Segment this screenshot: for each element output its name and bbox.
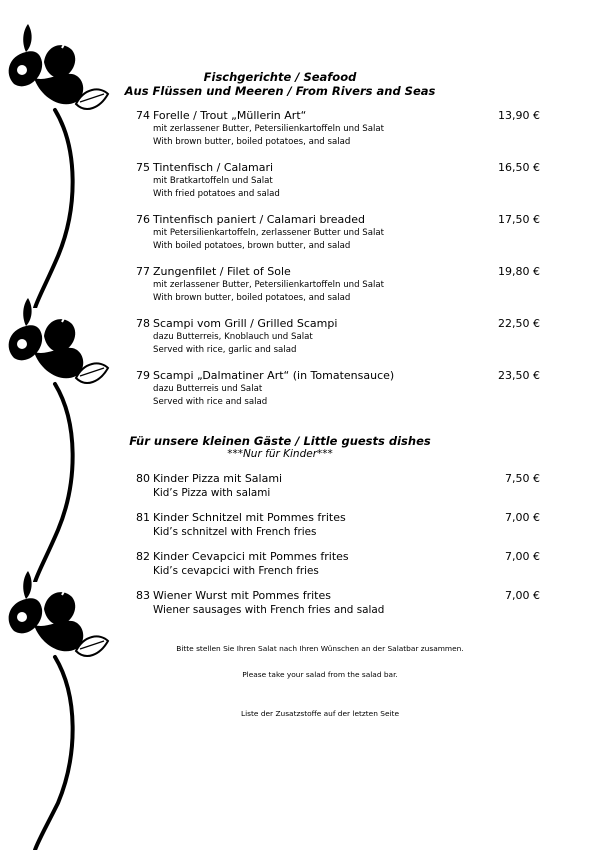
item-desc-en: With brown butter, boiled potatoes, and salad: [153, 293, 351, 303]
menu-item: [136, 213, 540, 253]
item-desc-de: dazu Butterreis und Salat: [153, 384, 263, 394]
salad-note-de: Bitte stellen Sie Ihren Salat nach Ihren Wünschen an der Salatbar zusammen.: [176, 644, 464, 653]
item-desc-en: Wiener sausages with French fries and salad: [153, 604, 385, 616]
item-price: 17,50 €: [498, 213, 540, 226]
menu-item: [136, 161, 540, 201]
item-desc-de: mit zerlassener Butter, Petersilienkartoffeln und Salat: [153, 280, 385, 290]
item-desc-en: With brown butter, boiled potatoes, and salad: [153, 137, 351, 147]
additives-note: Liste der Zusatzstoffe auf der letzten Seite: [241, 709, 399, 718]
item-number: 81: [136, 511, 150, 524]
item-name: Kinder Schnitzel mit Pommes frites: [153, 511, 346, 524]
item-name: Tintenfisch / Calamari: [153, 161, 274, 174]
item-number: 74: [136, 109, 150, 122]
item-desc-en: With fried potatoes and salad: [153, 189, 280, 199]
item-desc-de: mit Petersilienkartoffeln, zerlassener Butter und Salat: [153, 228, 385, 238]
menu-item: [136, 589, 540, 617]
item-number: 79: [136, 369, 150, 382]
menu-item: [136, 369, 540, 409]
item-price: 13,90 €: [498, 109, 540, 122]
menu-item: [136, 109, 540, 149]
flower-icon: [0, 565, 110, 850]
item-name: Scampi „Dalmatiner Art“ (in Tomatensauce): [153, 369, 395, 382]
item-price: 19,80 €: [498, 265, 540, 278]
item-desc-en: Kid’s Pizza with salami: [153, 487, 271, 499]
item-desc-de: mit Bratkartoffeln und Salat: [153, 176, 273, 186]
item-desc-en: With boiled potatoes, brown butter, and salad: [153, 241, 351, 251]
item-number: 83: [136, 589, 150, 602]
item-name: Kinder Pizza mit Salami: [153, 472, 283, 485]
item-desc-de: mit zerlassener Butter, Petersilienkartoffeln und Salat: [153, 124, 385, 134]
section-subtitle: ***Nur für Kinder***: [227, 448, 333, 460]
item-number: 82: [136, 550, 150, 563]
item-number: 80: [136, 472, 150, 485]
item-name: Kinder Cevapcici mit Pommes frites: [153, 550, 349, 563]
item-desc-en: Kid’s cevapcici with French fries: [153, 565, 319, 577]
item-name: Zungenfilet / Filet of Sole: [153, 265, 291, 278]
item-desc-en: Kid’s schnitzel with French fries: [153, 526, 317, 538]
item-number: 76: [136, 213, 150, 226]
flower-icon: [0, 18, 110, 308]
item-desc-en: Served with rice and salad: [153, 397, 268, 407]
item-number: 77: [136, 265, 150, 278]
item-name: Tintenfisch paniert / Calamari breaded: [153, 213, 365, 226]
item-price: 23,50 €: [498, 369, 540, 382]
flower-icon: [0, 292, 110, 582]
section-subtitle: Aus Flüssen und Meeren / From Rivers and Seas: [124, 84, 436, 98]
item-price: 7,00 €: [505, 589, 540, 602]
salad-note-en: Please take your salad from the salad bar.: [242, 670, 398, 679]
item-price: 7,00 €: [505, 550, 540, 563]
item-price: 7,00 €: [505, 511, 540, 524]
menu-item: [136, 511, 540, 539]
item-desc-en: Served with rice, garlic and salad: [153, 345, 297, 355]
menu-item: [136, 550, 540, 578]
menu-item: [136, 265, 540, 305]
item-number: 75: [136, 161, 150, 174]
item-desc-de: dazu Butterreis, Knoblauch und Salat: [153, 332, 313, 342]
menu-item: [136, 472, 540, 500]
item-price: 16,50 €: [498, 161, 540, 174]
item-name: Forelle / Trout „Müllerin Art“: [153, 109, 307, 122]
section-title: Für unsere kleinen Gäste / Little guests dishes: [129, 434, 431, 448]
menu-item: [136, 317, 540, 357]
item-name: Scampi vom Grill / Grilled Scampi: [153, 317, 338, 330]
item-name: Wiener Wurst mit Pommes frites: [153, 589, 331, 602]
section-title: Fischgerichte / Seafood: [203, 70, 357, 84]
item-number: 78: [136, 317, 150, 330]
item-price: 22,50 €: [498, 317, 540, 330]
item-price: 7,50 €: [505, 472, 540, 485]
